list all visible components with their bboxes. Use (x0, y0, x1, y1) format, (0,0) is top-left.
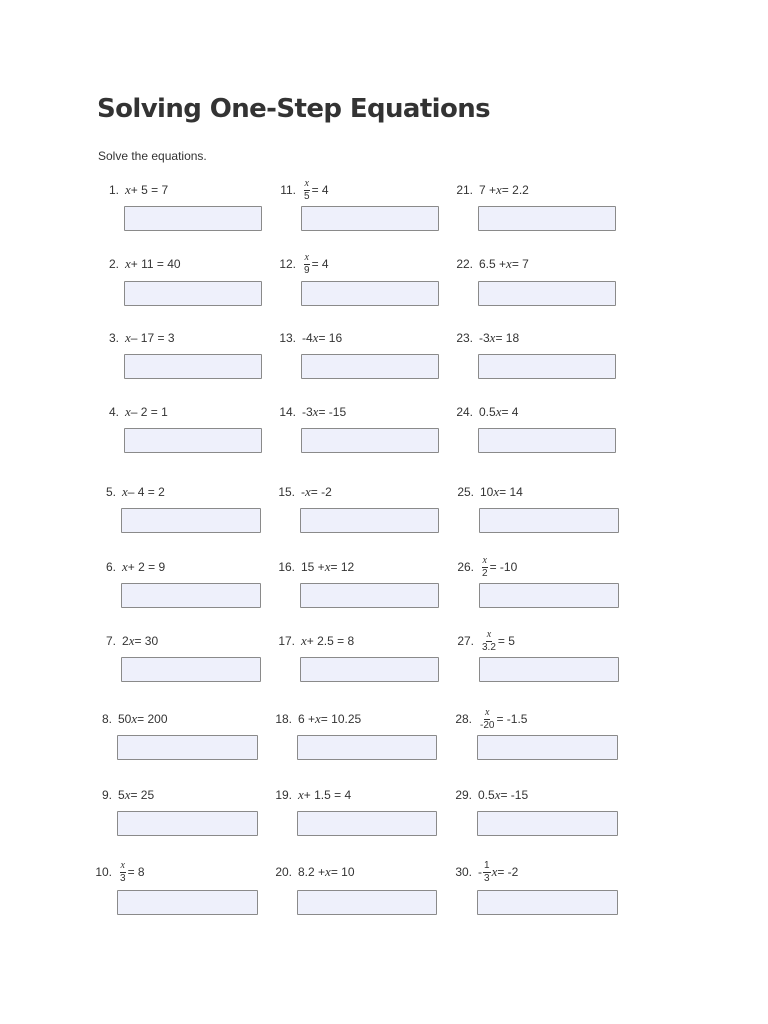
problem-question (455, 784, 528, 806)
problem-question (455, 861, 518, 883)
fraction-numerator (304, 253, 310, 265)
problem-equation: x + 11 = 40 (125, 256, 181, 271)
variable-x: x (485, 706, 490, 718)
answer-input[interactable] (301, 206, 439, 231)
problem-equation: x + 2.5 = 8 (301, 633, 355, 648)
problem-question (457, 630, 515, 652)
problem-question (279, 253, 328, 275)
problem-question (455, 708, 527, 730)
variable-x: x (489, 330, 496, 345)
variable-x: x (315, 711, 321, 726)
problem-equation: 6.5 + x = 7 (479, 256, 529, 271)
problem-equation: $\frac{x}{2}$ = -10 (482, 554, 518, 579)
problem-number: 17. (278, 634, 295, 648)
problem-question (106, 630, 158, 652)
answer-input[interactable] (478, 206, 616, 231)
problem-number: 24. (456, 405, 473, 419)
problem-equation: x + 1.5 = 4 (298, 787, 352, 802)
fraction (303, 253, 311, 276)
problem-number: 16. (278, 560, 295, 574)
fraction-numerator (304, 179, 310, 191)
problem-question (95, 861, 144, 883)
fraction (481, 630, 497, 653)
answer-input[interactable] (117, 890, 258, 915)
answer-input[interactable] (124, 354, 262, 379)
answer-input[interactable] (301, 354, 439, 379)
answer-input[interactable] (297, 735, 437, 760)
fraction-numerator (120, 861, 126, 873)
fraction (303, 179, 311, 202)
problem-equation: - $\frac{1}{3}$ x = -2 (478, 859, 519, 884)
problem-number: 10. (95, 865, 112, 879)
answer-input[interactable] (124, 206, 262, 231)
problem-number: 25. (457, 485, 474, 499)
variable-x: x (312, 330, 319, 345)
variable-x: x (301, 633, 307, 648)
fraction (119, 861, 127, 884)
variable-x: x (131, 711, 138, 726)
answer-input[interactable] (117, 735, 258, 760)
problem-equation: 15 + x = 12 (301, 559, 355, 574)
problem-number: 23. (456, 331, 473, 345)
problem-question (278, 630, 354, 652)
problem-equation: 7 + x = 2.2 (479, 182, 529, 197)
answer-input[interactable] (478, 428, 616, 453)
problem-number: 12. (279, 257, 296, 271)
problem-question (109, 253, 181, 275)
problem-number: 15. (278, 485, 295, 499)
problem-question (279, 327, 342, 349)
variable-x: x (486, 628, 492, 640)
fraction-numerator (486, 630, 492, 642)
problem-question (456, 253, 529, 275)
problem-question (106, 556, 165, 578)
problem-question (456, 327, 519, 349)
problem-number: 2. (108, 257, 119, 271)
answer-input[interactable] (479, 657, 619, 682)
answer-input[interactable] (477, 811, 618, 836)
variable-x: x (506, 256, 512, 271)
problem-number: 8. (101, 712, 112, 726)
answer-input[interactable] (477, 735, 618, 760)
variable-x: x (325, 864, 331, 879)
variable-x: x (324, 559, 331, 574)
fraction-numerator: 1 (484, 859, 490, 871)
problem-equation: x – 4 = 2 (122, 484, 165, 499)
problem-number: 5. (105, 485, 116, 499)
answer-input[interactable] (300, 657, 439, 682)
answer-input[interactable] (121, 657, 261, 682)
problem-question (275, 784, 351, 806)
variable-x: x (482, 554, 487, 566)
problem-equation: x + 2 = 9 (122, 559, 166, 574)
problem-question (279, 401, 346, 423)
answer-input[interactable] (124, 281, 262, 306)
fraction-denominator: 5 (304, 190, 310, 202)
problem-equation: x – 2 = 1 (125, 404, 168, 419)
problem-equation: 8.2 + x = 10 (298, 864, 355, 879)
problem-question (102, 784, 154, 806)
answer-input[interactable] (479, 508, 619, 533)
problem-number: 13. (279, 331, 296, 345)
variable-x: x (496, 182, 502, 197)
problem-equation: $\frac{x}{-20}$ = -1.5 (480, 706, 528, 731)
problem-equation: 6 + x = 10.25 (298, 711, 362, 726)
problem-equation: 0.5 x = -15 (478, 787, 529, 802)
problem-question (109, 179, 168, 201)
problem-number: 29. (455, 788, 472, 802)
variable-x: x (125, 256, 131, 271)
answer-input[interactable] (297, 811, 437, 836)
variable-x: x (122, 484, 128, 499)
problem-equation: 5 x = 25 (118, 787, 155, 802)
problem-question (275, 861, 354, 883)
problem-equation: -3 x = 18 (479, 330, 520, 345)
problem-question (109, 401, 168, 423)
answer-input[interactable] (479, 583, 619, 608)
variable-x: x (304, 251, 309, 263)
variable-x: x (312, 404, 319, 419)
fraction-denominator: 2 (482, 567, 488, 579)
fraction-numerator (484, 708, 490, 720)
variable-x: x (125, 182, 131, 197)
fraction-numerator (482, 556, 488, 568)
problem-equation: 50 x = 200 (118, 711, 168, 726)
fraction (481, 556, 489, 579)
problem-number: 6. (105, 560, 116, 574)
variable-x: x (305, 484, 311, 499)
answer-input[interactable] (478, 354, 616, 379)
variable-x: x (493, 484, 500, 499)
answer-input[interactable] (117, 811, 258, 836)
variable-x: x (125, 404, 131, 419)
problem-number: 22. (456, 257, 473, 271)
fraction-denominator: 3 (120, 872, 126, 884)
answer-input[interactable] (297, 890, 437, 915)
problem-question (457, 481, 523, 503)
answer-input[interactable] (124, 428, 262, 453)
problem-question (106, 481, 165, 503)
variable-x: x (128, 633, 135, 648)
problem-number: 26. (457, 560, 474, 574)
variable-x: x (491, 864, 498, 879)
answer-input[interactable] (121, 583, 261, 608)
problem-equation: x + 5 = 7 (125, 182, 169, 197)
problem-equation: 0.5 x = 4 (479, 404, 519, 419)
problem-question (102, 708, 168, 730)
problem-question (278, 556, 354, 578)
problem-number: 11. (280, 183, 296, 197)
problem-question (109, 327, 175, 349)
problem-question (456, 179, 529, 201)
fraction-denominator: 3 (484, 872, 490, 884)
problem-equation: $\frac{x}{5}$ = 4 (304, 177, 329, 202)
problem-number: 14. (279, 405, 296, 419)
answer-input[interactable] (300, 508, 439, 533)
fraction (483, 861, 491, 884)
answer-input[interactable] (300, 583, 439, 608)
variable-x: x (125, 330, 131, 345)
instructions: Solve the equations. (98, 149, 207, 163)
problem-number: 9. (101, 788, 112, 802)
problem-number: 21. (456, 183, 473, 197)
problem-number: 19. (275, 788, 292, 802)
fraction-denominator: 3.2 (482, 641, 496, 653)
problem-number: 30. (455, 865, 472, 879)
answer-input[interactable] (121, 508, 261, 533)
problem-number: 27. (457, 634, 474, 648)
problem-equation: 2 x = 30 (122, 633, 159, 648)
problem-question (275, 708, 361, 730)
problem-question (280, 179, 328, 201)
variable-x: x (122, 559, 128, 574)
problem-number: 7. (105, 634, 116, 648)
fraction (479, 708, 495, 731)
problem-equation: x – 17 = 3 (125, 330, 175, 345)
variable-x: x (304, 177, 309, 189)
problem-number: 18. (275, 712, 292, 726)
problem-equation: 10 x = 14 (480, 484, 523, 499)
variable-x: x (120, 859, 125, 871)
problem-question (457, 556, 517, 578)
variable-x: x (124, 787, 131, 802)
problem-equation: -4 x = 16 (302, 330, 343, 345)
fraction-denominator: 9 (304, 264, 310, 276)
problem-number: 28. (455, 712, 472, 726)
problem-question (278, 481, 331, 503)
problem-number: 20. (275, 865, 292, 879)
page-title: Solving One-Step Equations (97, 94, 491, 124)
answer-input[interactable] (301, 428, 439, 453)
problem-equation: $\frac{x}{3.2}$ = 5 (482, 628, 515, 653)
answer-input[interactable] (478, 281, 616, 306)
problem-number: 1. (108, 183, 119, 197)
problem-number: 4. (108, 405, 119, 419)
variable-x: x (494, 787, 501, 802)
fraction-denominator: -20 (480, 719, 495, 731)
problem-equation: -3 x = -15 (302, 404, 347, 419)
problem-equation: $\frac{x}{3}$ = 8 (120, 859, 145, 884)
problem-question (456, 401, 518, 423)
problem-number: 3. (108, 331, 119, 345)
answer-input[interactable] (301, 281, 439, 306)
variable-x: x (298, 787, 304, 802)
answer-input[interactable] (477, 890, 618, 915)
problem-equation: - x = -2 (301, 484, 332, 499)
variable-x: x (495, 404, 502, 419)
problem-equation: $\frac{x}{9}$ = 4 (304, 251, 329, 276)
